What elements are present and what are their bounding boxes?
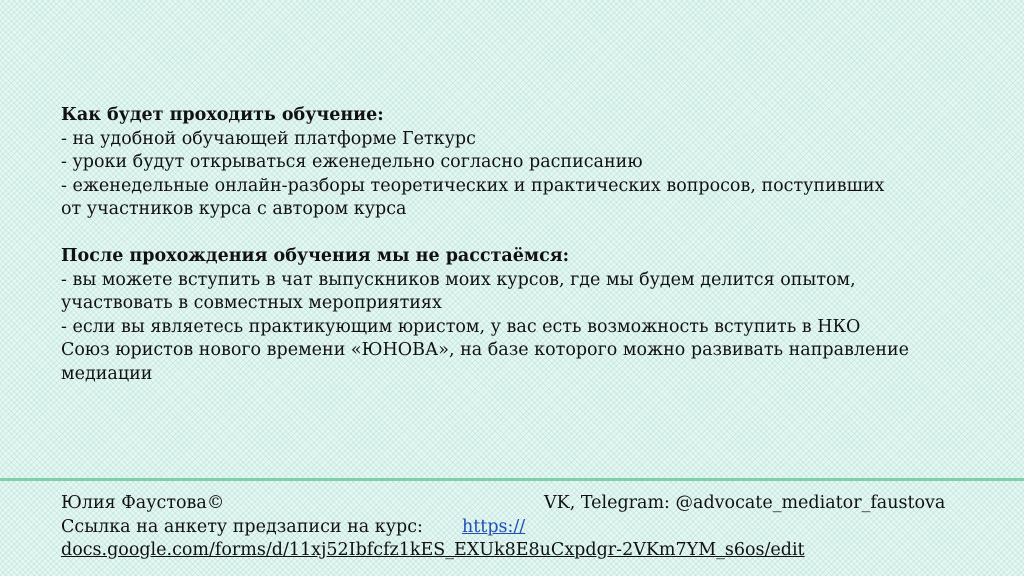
- section-heading-learning: Как будет проходить обучение:: [61, 105, 384, 125]
- text-line: - вы можете вступить в чат выпускников моих курсов, где мы будем делится опытом,: [61, 269, 856, 290]
- form-link[interactable]: docs.google.com/forms/d/11xj52Ibfcfz1kES_EXUk8E8uCxpdgr-2VKm7YM_s6os/edit: [61, 540, 805, 560]
- footer: [61, 492, 961, 563]
- paragraph-gap: [61, 222, 961, 246]
- footer-row-link-cont: [61, 539, 961, 563]
- text-line: медиации: [61, 363, 153, 384]
- text-line: - на удобной обучающей платформе Геткурс: [61, 128, 476, 149]
- link-label: Ссылка на анкету предзаписи на курс:: [61, 516, 423, 537]
- footer-row-author: [61, 492, 961, 516]
- footer-row-link: [61, 516, 961, 540]
- footer-divider: [0, 478, 1024, 481]
- text-line: - еженедельные онлайн-разборы теоретических и практических вопросов, поступивших: [61, 175, 885, 196]
- text-line: от участников курса с автором курса: [61, 199, 407, 219]
- main-content: [61, 104, 961, 386]
- text-line: - уроки будут открываться еженедельно согласно расписанию: [61, 152, 643, 172]
- social-contacts: VK, Telegram: @advocate_mediator_faustova: [544, 493, 946, 513]
- form-link-start[interactable]: https://: [462, 516, 526, 537]
- author-name: Юлия Фаустова©: [61, 493, 225, 513]
- text-line: Союз юристов нового времени «ЮНОВА», на базе которого можно развивать направление: [61, 340, 910, 360]
- text-line: участвовать в совместных мероприятиях: [61, 293, 442, 313]
- section-heading-after: После прохождения обучения мы не расстаёмся:: [61, 246, 570, 266]
- text-line: - если вы являетесь практикующим юристом, у вас есть возможность вступить в НКО: [61, 316, 861, 337]
